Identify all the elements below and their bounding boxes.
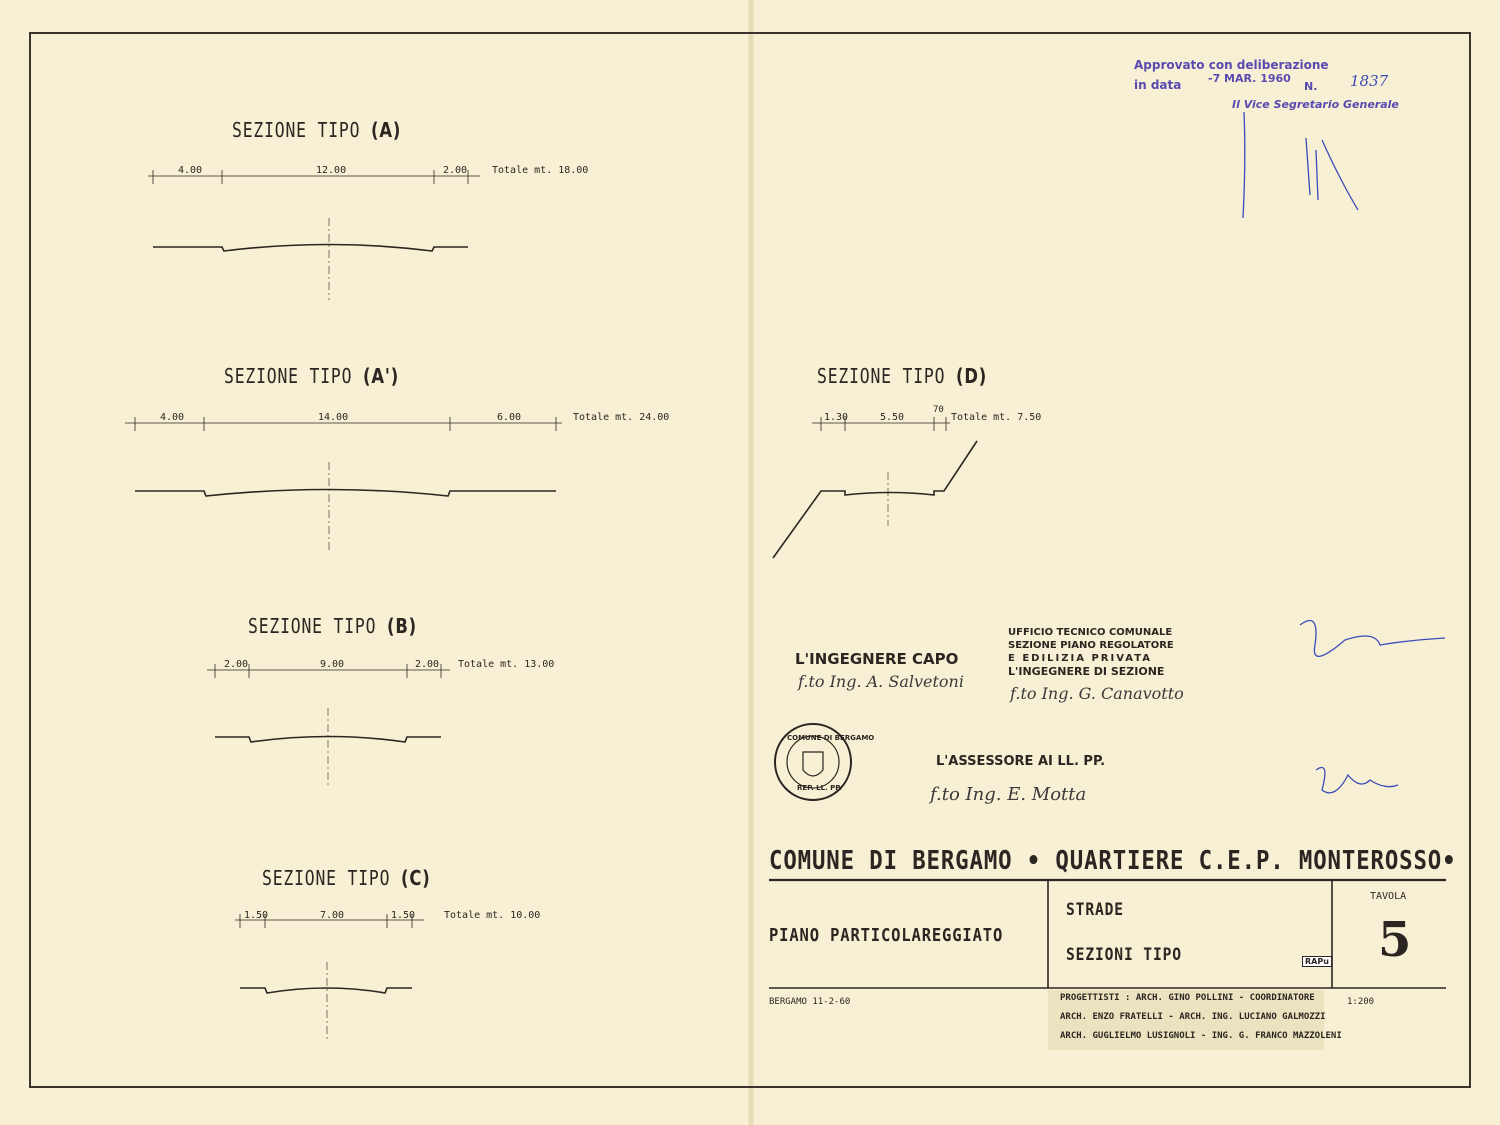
approval-n-label: N.	[1304, 80, 1318, 93]
section-a-dimension-line	[148, 170, 480, 184]
section-b-total: Totale mt. 13.00	[458, 659, 555, 670]
section-d-dim-2: 5.50	[880, 412, 905, 423]
office-line-4: L'INGEGNERE DI SEZIONE	[1008, 665, 1165, 678]
approval-date: -7 MAR. 1960	[1208, 72, 1291, 85]
office-line-1: UFFICIO TECNICO COMUNALE	[1008, 627, 1173, 638]
tavola-label: TAVOLA	[1370, 891, 1407, 902]
section-a-prime-dim-3: 6.00	[497, 412, 522, 423]
section-c-profile	[240, 988, 412, 993]
section-a-dim-2: 12.00	[316, 165, 347, 176]
section-d-profile	[773, 441, 977, 558]
scale: 1:200	[1347, 997, 1375, 1007]
section-a-dim-1: 4.00	[178, 165, 203, 176]
section-engineer-signature: f.to Ing. G. Canavotto	[1010, 684, 1184, 703]
designers-label-box	[1048, 990, 1342, 1050]
section-c-total: Totale mt. 10.00	[444, 910, 541, 921]
assessor-signature: f.to Ing. E. Motta	[930, 784, 1087, 805]
section-c-dim-2: 7.00	[320, 910, 345, 921]
office-line-3: E EDILIZIA PRIVATA	[1008, 653, 1153, 664]
subject-line-1: STRADE	[1066, 900, 1124, 920]
section-a-prime-dim-1: 4.00	[160, 412, 185, 423]
section-a-dim-3: 2.00	[443, 165, 468, 176]
section-b-dim-2: 9.00	[320, 659, 345, 670]
section-a-title: SEZIONE TIPO (A)	[232, 118, 402, 142]
designers-line-1: PROGETTISTI : ARCH. GINO POLLINI - COORDINATORE	[1060, 993, 1315, 1003]
section-c-title: SEZIONE TIPO (C)	[262, 866, 431, 890]
office-stamp	[1008, 626, 1174, 678]
approval-stamp-label: in data	[1134, 78, 1182, 92]
rap-tag: RAPu	[1302, 956, 1332, 967]
section-a-prime-dim-2: 14.00	[318, 412, 349, 423]
section-c-dimension-line	[235, 914, 424, 928]
engineer-chief-title: L'INGEGNERE CAPO	[795, 650, 959, 668]
section-a-prime-title: SEZIONE TIPO (A')	[224, 364, 400, 388]
engineer-chief-signature: f.to Ing. A. Salvetoni	[798, 672, 964, 691]
right-signature-1	[1300, 621, 1445, 657]
section-b-title: SEZIONE TIPO (B)	[248, 614, 417, 638]
tavola-number: 5	[1378, 912, 1412, 968]
section-d-dim-3: 70	[933, 405, 944, 415]
subject-line-2: SEZIONI TIPO	[1066, 945, 1182, 965]
section-d-total: Totale mt. 7.50	[951, 412, 1042, 423]
place-date: BERGAMO 11-2-60	[769, 997, 851, 1007]
approval-stamp-line1: Approvato con deliberazione	[1134, 58, 1329, 72]
section-b-dim-1: 2.00	[224, 659, 249, 670]
section-d-dimension-line	[812, 417, 950, 431]
approval-signer-title: Il Vice Segretario Generale	[1232, 98, 1399, 111]
section-c-dim-3: 1.50	[391, 910, 416, 921]
approval-signature	[1243, 112, 1358, 218]
assessor-title: L'ASSESSORE AI LL. PP.	[936, 754, 1106, 769]
approval-number: 1837	[1350, 72, 1389, 90]
designers-line-3: ARCH. GUGLIELMO LUSIGNOLI - ING. G. FRANCO MAZZOLENI	[1060, 1031, 1342, 1041]
section-b-dimension-line	[207, 664, 450, 678]
designers-line-2: ARCH. ENZO FRATELLI - ARCH. ING. LUCIANO GALMOZZI	[1060, 1012, 1326, 1022]
section-d-title: SEZIONE TIPO (D)	[817, 364, 988, 388]
right-signature-2	[1316, 768, 1398, 793]
section-a-prime-profile	[135, 490, 556, 497]
section-c-dim-1: 1.50	[244, 910, 269, 921]
plan-title: PIANO PARTICOLAREGGIATO	[769, 925, 1004, 946]
office-line-2: SEZIONE PIANO REGOLATORE	[1008, 640, 1174, 651]
seal-bottom-text: REP. LL. PP.	[797, 784, 842, 792]
section-a-prime-total: Totale mt. 24.00	[573, 412, 670, 423]
section-a-prime-dimension-line	[125, 417, 562, 431]
section-b-dim-3: 2.00	[415, 659, 440, 670]
section-a-profile	[153, 245, 468, 252]
main-title: COMUNE DI BERGAMO • QUARTIERE C.E.P. MONTEROSSO•	[769, 846, 1457, 876]
seal-top-text: COMUNE DI BERGAMO	[787, 734, 875, 742]
section-a-total: Totale mt. 18.00	[492, 165, 589, 176]
section-d-dim-1: 1.30	[824, 412, 849, 423]
